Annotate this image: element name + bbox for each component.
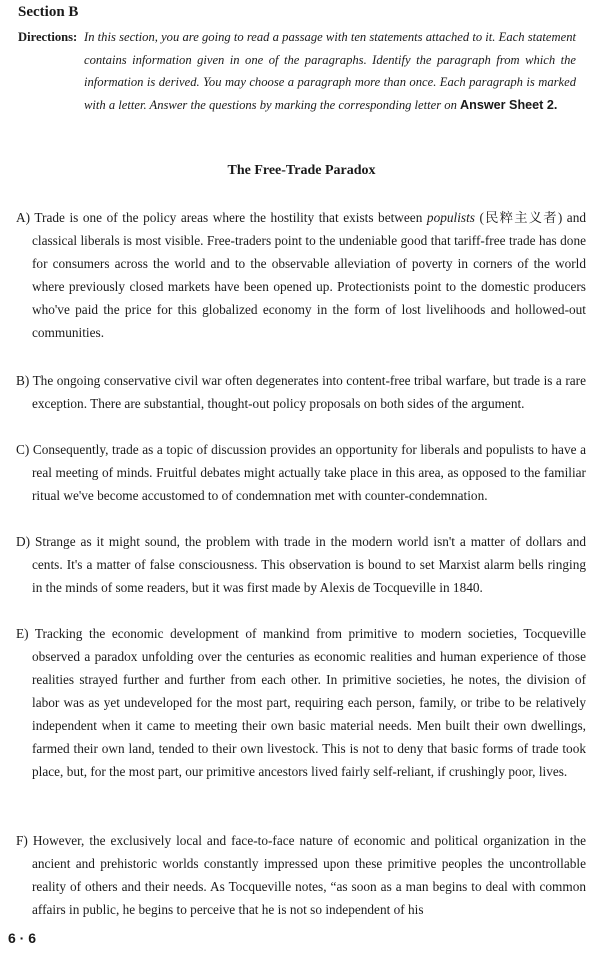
directions-block bbox=[18, 26, 576, 116]
paragraph-letter: C) bbox=[16, 442, 30, 457]
paragraph-letter: B) bbox=[16, 373, 30, 388]
paragraph-text: Tracking the economic development of mankind from primitive to modern societies, Tocqueville observed a paradox unfolding over the centuries as economic realities and human experience of those realities strayed further and further from each other. In primitive societies, he notes, the division of labor was as yet undeveloped for the most part, requiring each person, family, or tribe to be relatively independent when it came to meeting their own basic material needs. Men built their own dwellings, farmed their own land, tended to their own livestock. This is not to deny that basic forms of trade took place, but, for the most part, our primitive ancestors lived fairly self-reliant, if crushingly poor, lives. bbox=[32, 626, 586, 779]
italic-term: populists bbox=[426, 210, 475, 225]
answer-sheet-label: Answer Sheet 2. bbox=[460, 97, 558, 112]
paragraph-letter: F) bbox=[16, 833, 28, 848]
paragraph-letter: A) bbox=[16, 210, 31, 225]
paragraph-a bbox=[16, 206, 586, 344]
paragraph-text: The ongoing conservative civil war often degenerates into content-free tribal warfare, but trade is a rare exception. There are substantial, thought-out policy proposals on both sides of the argument. bbox=[32, 373, 586, 411]
directions-label: Directions: bbox=[18, 30, 78, 44]
page-number: 6 · 6 bbox=[8, 930, 37, 946]
paragraph-text: Trade is one of the policy areas where the hostility that exists between bbox=[34, 210, 423, 225]
paragraph-b bbox=[16, 369, 586, 415]
paragraph-letter: E) bbox=[16, 626, 29, 641]
directions-text bbox=[84, 26, 576, 116]
section-heading: Section B bbox=[18, 4, 79, 20]
paragraph-letter: D) bbox=[16, 534, 31, 549]
paragraph-e bbox=[16, 622, 586, 783]
paragraph-text-cont: (民粹主义者) and classical liberals is most visible. Free-traders point to the undeniable good that tariff-free trade has done for consumers across the world and to the observable alleviation of poverty in corners of the world where previously closed markets have been opened up. Protectionists point to the domestic producers who've paid the price for this globalized economy in the form of lost livelihoods and hollowed-out communities. bbox=[32, 210, 587, 340]
paragraph-d bbox=[16, 530, 586, 599]
directions-body: In this section, you are going to read a passage with ten statements attached to it. Each statement contains information given in one of the paragraphs. Identify the paragraph from which the information is derived. You may choose a paragraph more than once. Each paragraph is marked with a letter. Answer the questions by marking the corresponding letter on bbox=[84, 30, 576, 112]
paragraph-c bbox=[16, 438, 586, 507]
paragraph-text: Strange as it might sound, the problem with trade in the modern world isn't a matter of dollars and cents. It's a matter of false consciousness. This observation is bound to set Marxist alarm bells ringing in the minds of some readers, but it was first made by Alexis de Tocqueville in 1840. bbox=[32, 534, 587, 595]
paragraph-f bbox=[16, 829, 586, 921]
passage-title: The Free-Trade Paradox bbox=[227, 163, 376, 178]
paragraph-text: However, the exclusively local and face-to-face nature of economic and political organization in the ancient and prehistoric worlds constantly impressed upon these primitive peoples the uncontrollable reality of others and their needs. As Tocqueville notes, “as soon as a man begins to deal with common affairs in public, he begins to perceive that he is not so independent of his bbox=[32, 833, 586, 917]
paragraph-text: Consequently, trade as a topic of discussion provides an opportunity for liberals and populists to have a real meeting of minds. Fruitful debates might actually take place in this area, as opposed to the familiar ritual we've become accustomed to of condemnation met with counter-condemnation. bbox=[32, 442, 586, 503]
